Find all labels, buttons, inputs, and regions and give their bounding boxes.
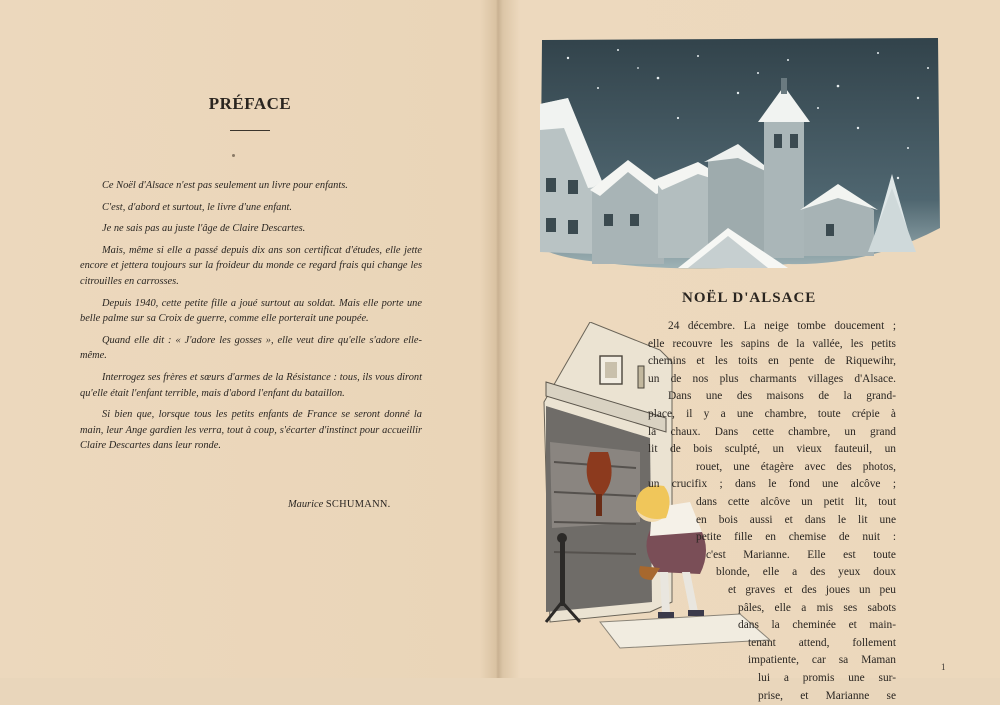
preface-paragraph: Interrogez ses frères et sœurs d'armes de la Résistance : tous, ils vous diront qu'elle était l'enfant terrible, mais d'abord l'enfant du bataillon. xyxy=(80,371,422,399)
preface-paragraph: Quand elle dit : « J'adore les gosses », elle veut dire qu'elle s'adore elle-même. xyxy=(80,334,422,362)
story-line: la chaux. Dans cette chambre, un grand xyxy=(648,425,896,438)
story-line: elle recouvre les sapins de la vallée, les petits xyxy=(648,337,896,350)
story-line: dans cette alcôve un petit lit, tout xyxy=(696,496,896,508)
story-line: en bois aussi et dans le lit une xyxy=(696,513,896,526)
story-line: et graves et des joues un peu xyxy=(728,584,896,596)
story-line: Dans une des maisons de la grand- xyxy=(668,390,896,403)
story-line: prise, et Marianne se xyxy=(758,689,896,702)
story-line: impatiente, car sa Maman xyxy=(748,654,896,667)
preface-paragraph: Ce Noël d'Alsace n'est pas seulement un livre pour enfants. xyxy=(102,180,348,191)
story-line: lui a promis une sur- xyxy=(758,672,896,684)
story-line: place, il y a une chambre, toute crépie à xyxy=(648,408,896,420)
preface-paragraph: Depuis 1940, cette petite fille a joué surtout au soldat. Mais elle porte une belle palme sur sa Croix de guerre, comme elle porterait une poupée. xyxy=(80,297,422,325)
paper-speck xyxy=(232,154,235,157)
preface-paragraph: Je ne sais pas au juste l'âge de Claire Descartes. xyxy=(102,223,306,235)
preface-body xyxy=(80,178,422,460)
story-line: c'est Marianne. Elle est toute xyxy=(706,548,896,561)
page-number: 1 xyxy=(941,662,946,672)
preface-paragraph: Mais, même si elle a passé depuis dix ans son certificat d'études, elle jette encore et jettera toujours sur la froideur du monde ce regard frais qui change les citrouilles en carrosses. xyxy=(80,244,422,287)
story-line: 24 décembre. La neige tombe doucement ; xyxy=(668,320,896,332)
story-line: rouet, une étagère avec des photos, xyxy=(696,460,896,473)
preface-paragraph: Si bien que, lorsque tous les petits enfants de France se seront donné la main, leur Ange gardien les verra, tout à coup, s'écarter d'instinct pour accueillir Claire Descartes dans leur ronde. xyxy=(80,409,422,452)
story-title: NOËL D'ALSACE xyxy=(682,290,817,306)
signature-first-name: Maurice xyxy=(288,499,324,510)
snowy-village-illustration xyxy=(538,38,942,270)
preface-paragraph: C'est, d'abord et surtout, le livre d'une enfant. xyxy=(102,201,293,213)
story-line: lit de bois sculpté, un vieux fauteuil, un xyxy=(648,443,896,456)
signature xyxy=(288,499,391,510)
story-line: dans la cheminée et main- xyxy=(738,619,896,632)
story-line: tenant attend, follement xyxy=(748,636,896,649)
story-line: pâles, elle a mis ses sabots xyxy=(738,601,896,614)
story-line: blonde, elle a des yeux doux xyxy=(716,566,896,579)
title-rule xyxy=(230,130,270,131)
story-line: petite fille en chemise de nuit : xyxy=(696,531,896,544)
signature-last-name: SCHUMANN. xyxy=(325,499,391,510)
story-line: un de nos plus charmants villages d'Alsace. xyxy=(648,372,896,385)
preface-title: PRÉFACE xyxy=(208,94,292,113)
story-line: un crucifix ; dans le fond une alcôve ; xyxy=(648,478,896,491)
story-line: chemins et les toits en pente de Riquewihr, xyxy=(648,355,896,368)
